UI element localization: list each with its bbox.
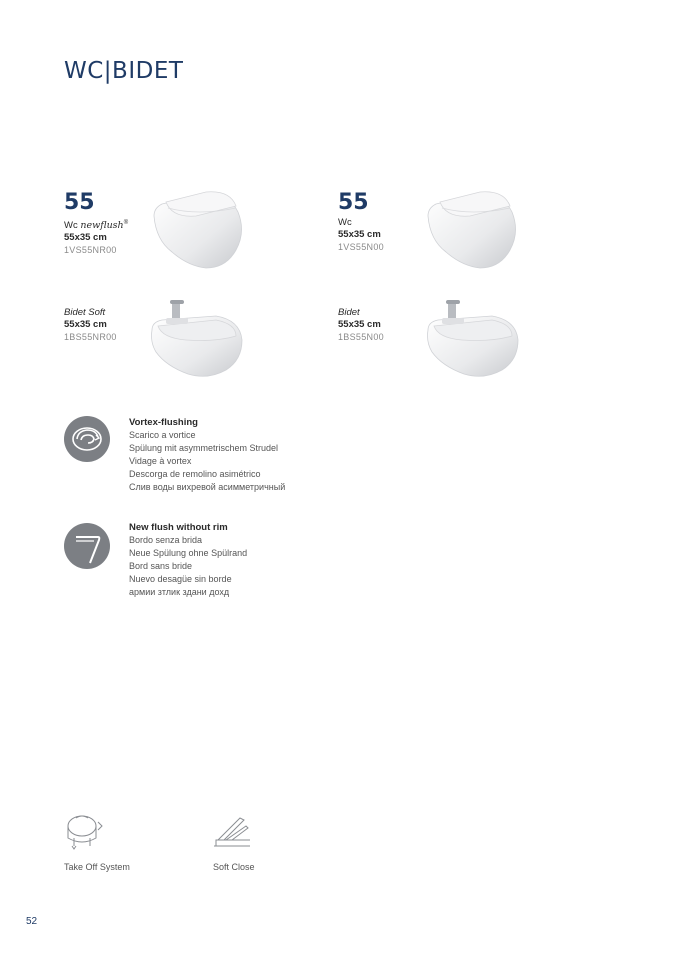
- feature-line: Nuevo desagüe sin borde: [129, 574, 232, 584]
- product-number: 55: [64, 190, 95, 215]
- product-code: 1BS55NR00: [64, 332, 117, 342]
- feature-line: Vidage à vortex: [129, 456, 192, 466]
- soft-close-icon: [210, 812, 254, 852]
- product-bidet: [338, 305, 384, 343]
- feature-line: армии зтлик здани дохд: [129, 587, 230, 597]
- feature-title: New flush without rim: [129, 522, 228, 533]
- bidet-soft-image: [146, 296, 246, 382]
- feature-title: Vortex-flushing: [129, 417, 198, 428]
- feature-vortex: [129, 416, 285, 494]
- product-name: Wc: [338, 217, 352, 228]
- product-dimensions: 55x35 cm: [64, 319, 107, 330]
- vortex-icon: [64, 416, 110, 462]
- page-number: 52: [26, 916, 38, 927]
- feature-line: Scarico a vortice: [129, 430, 196, 440]
- product-code: 1VS55NR00: [64, 245, 117, 256]
- product-name: Wc newflush®: [64, 220, 129, 232]
- wc-image: [422, 188, 522, 274]
- bidet-image: [422, 296, 522, 382]
- wc-newflush-image: [148, 188, 248, 274]
- product-wc-newflush: [64, 191, 128, 256]
- product-dimensions: 55x35 cm: [64, 232, 107, 244]
- take-off-system-label: Take Off System: [64, 862, 130, 872]
- product-number: 55: [338, 190, 369, 215]
- product-name: Bidet: [338, 307, 360, 318]
- product-dimensions: 55x35 cm: [338, 229, 381, 240]
- page-title: WC|BIDET: [64, 58, 184, 84]
- feature-line: Descorga de remolino asimétrico: [129, 469, 261, 479]
- take-off-system-icon: [62, 812, 106, 852]
- feature-line: Neue Spülung ohne Spülrand: [129, 548, 248, 558]
- product-bidet-soft: [64, 305, 117, 343]
- product-code: 1BS55N00: [338, 332, 384, 342]
- product-dimensions: 55x35 cm: [338, 319, 381, 330]
- soft-close-label: Soft Close: [213, 862, 255, 872]
- feature-line: Bordo senza brida: [129, 535, 203, 545]
- product-wc: [338, 191, 384, 253]
- rimless-icon: [64, 523, 110, 569]
- feature-line: Bord sans bride: [129, 561, 193, 571]
- feature-line: Слив воды вихревой асимметричный: [129, 482, 286, 492]
- product-code: 1VS55N00: [338, 242, 384, 252]
- product-name: Bidet Soft: [64, 307, 106, 318]
- feature-line: Spülung mit asymmetrischem Strudel: [129, 443, 279, 453]
- feature-rimless: [129, 521, 247, 599]
